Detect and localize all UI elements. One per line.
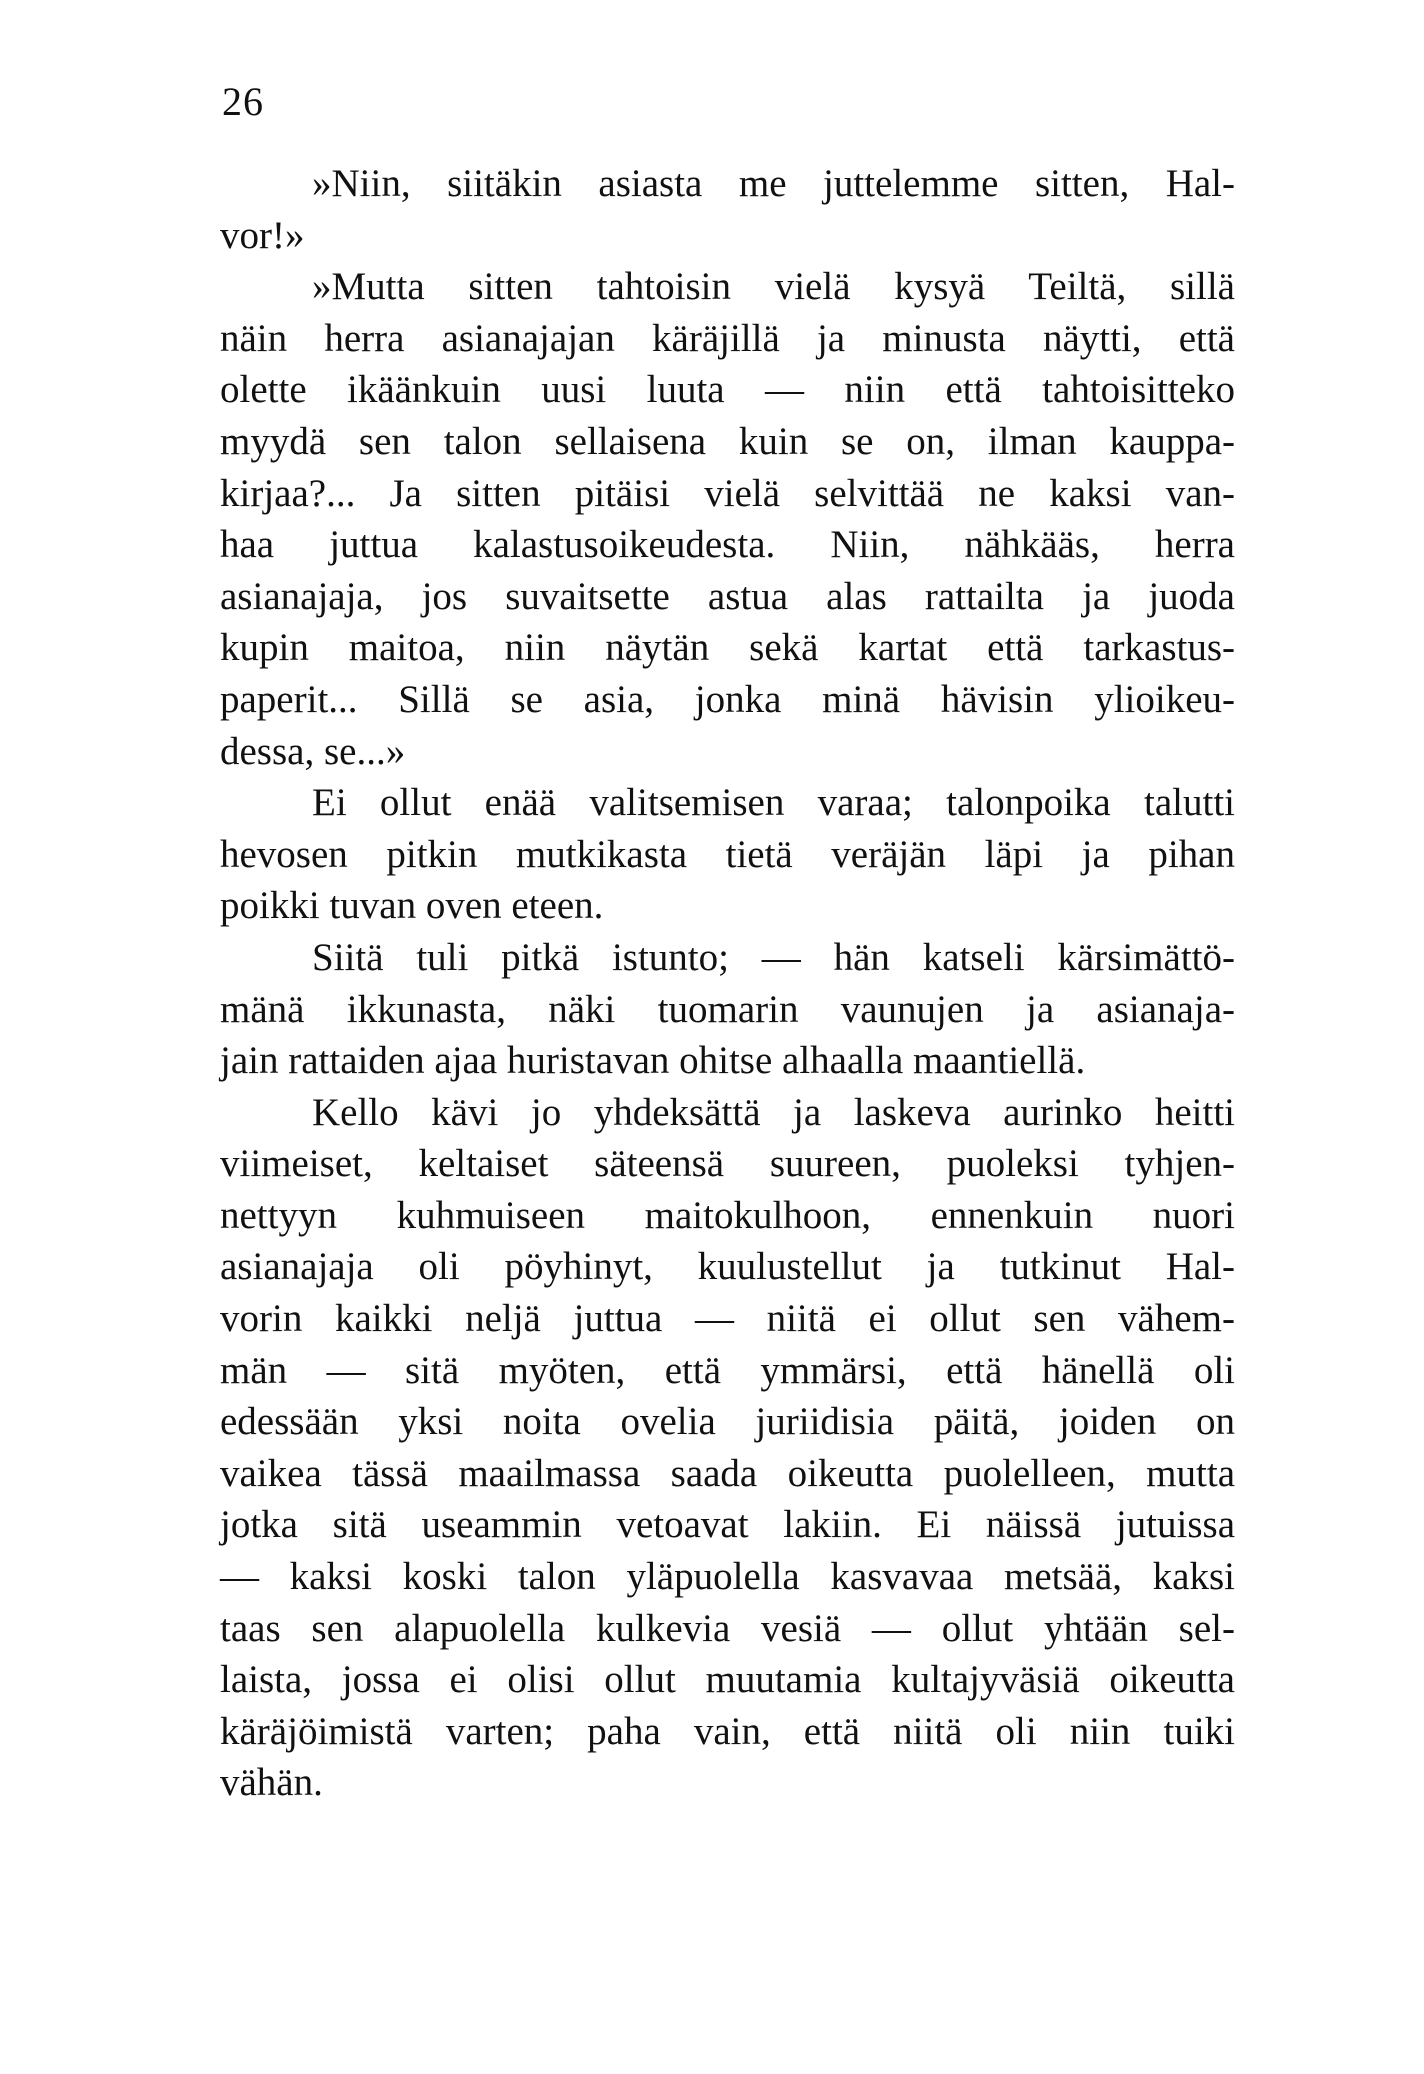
text-line: edessään yksi noita ovelia juriidisia päitä, joiden on [220,1400,1235,1444]
text-line: myydä sen talon sellaisena kuin se on, ilman kauppa- [220,419,1235,463]
text-line: paperit... Sillä se asia, jonka minä hävisin ylioikeu- [220,677,1235,721]
text-line: käräjöimistä varten; paha vain, että niitä oli niin tuiki [220,1709,1235,1753]
text-line: Siitä tuli pitkä istunto; — hän katseli kärsimättö- [312,935,1235,979]
text-line: mänä ikkunasta, näki tuomarin vaunujen ja asianaja- [220,987,1235,1031]
text-line: jain rattaiden ajaa huristavan ohitse alhaalla maantiellä. [220,1039,1086,1083]
text-line: vähän. [220,1761,323,1805]
text-line: »Niin, siitäkin asiasta me juttelemme sitten, Hal- [312,162,1235,205]
text-line: vorin kaikki neljä juttua — niitä ei ollut sen vähem- [220,1297,1235,1341]
text-line: laista, jossa ei olisi ollut muutamia kultajyväsiä oikeutta [220,1658,1235,1702]
text-line: vor!» [220,213,305,257]
text-line: asianajaja oli pöyhinyt, kuulustellut ja tutkinut Hal- [220,1245,1235,1289]
text-line: olette ikäänkuin uusi luuta — niin että tahtoisitteko [220,368,1235,412]
text-line: haa juttua kalastusoikeudesta. Niin, nähkääs, herra [220,523,1235,567]
text-line: kirjaa?... Ja sitten pitäisi vielä selvittää ne kaksi van- [220,471,1235,515]
text-line: dessa, se...» [220,729,406,773]
body-text [220,158,1235,1809]
text-line: poikki tuvan oven eteen. [220,884,604,928]
text-line: asianajaja, jos suvaitsette astua alas rattailta ja juoda [220,574,1235,618]
text-line: Kello kävi jo yhdeksättä ja laskeva aurinko heitti [312,1090,1235,1134]
page-number: 26 [222,79,264,124]
text-line: viimeiset, keltaiset säteensä suureen, puoleksi tyhjen- [220,1142,1235,1186]
text-line: vaikea tässä maailmassa saada oikeutta puolelleen, mutta [220,1451,1235,1495]
text-line: näin herra asianajajan käräjillä ja minusta näytti, että [220,316,1235,360]
text-line: jotka sitä useammin vetoavat lakiin. Ei näissä jutuissa [220,1503,1235,1547]
text-line: nettyyn kuhmuiseen maitokulhoon, ennenkuin nuori [220,1193,1235,1237]
text-line: Ei ollut enää valitsemisen varaa; talonpoika talutti [312,781,1235,825]
text-line: män — sitä myöten, että ymmärsi, että hänellä oli [220,1348,1235,1392]
text-line: taas sen alapuolella kulkevia vesiä — ollut yhtään sel- [220,1606,1235,1650]
text-line: »Mutta sitten tahtoisin vielä kysyä Teiltä, sillä [312,265,1235,309]
text-line: — kaksi koski talon yläpuolella kasvavaa metsää, kaksi [220,1555,1235,1599]
text-line: kupin maitoa, niin näytän sekä kartat että tarkastus- [220,626,1235,670]
text-line: hevosen pitkin mutkikasta tietä veräjän läpi ja pihan [220,832,1235,876]
